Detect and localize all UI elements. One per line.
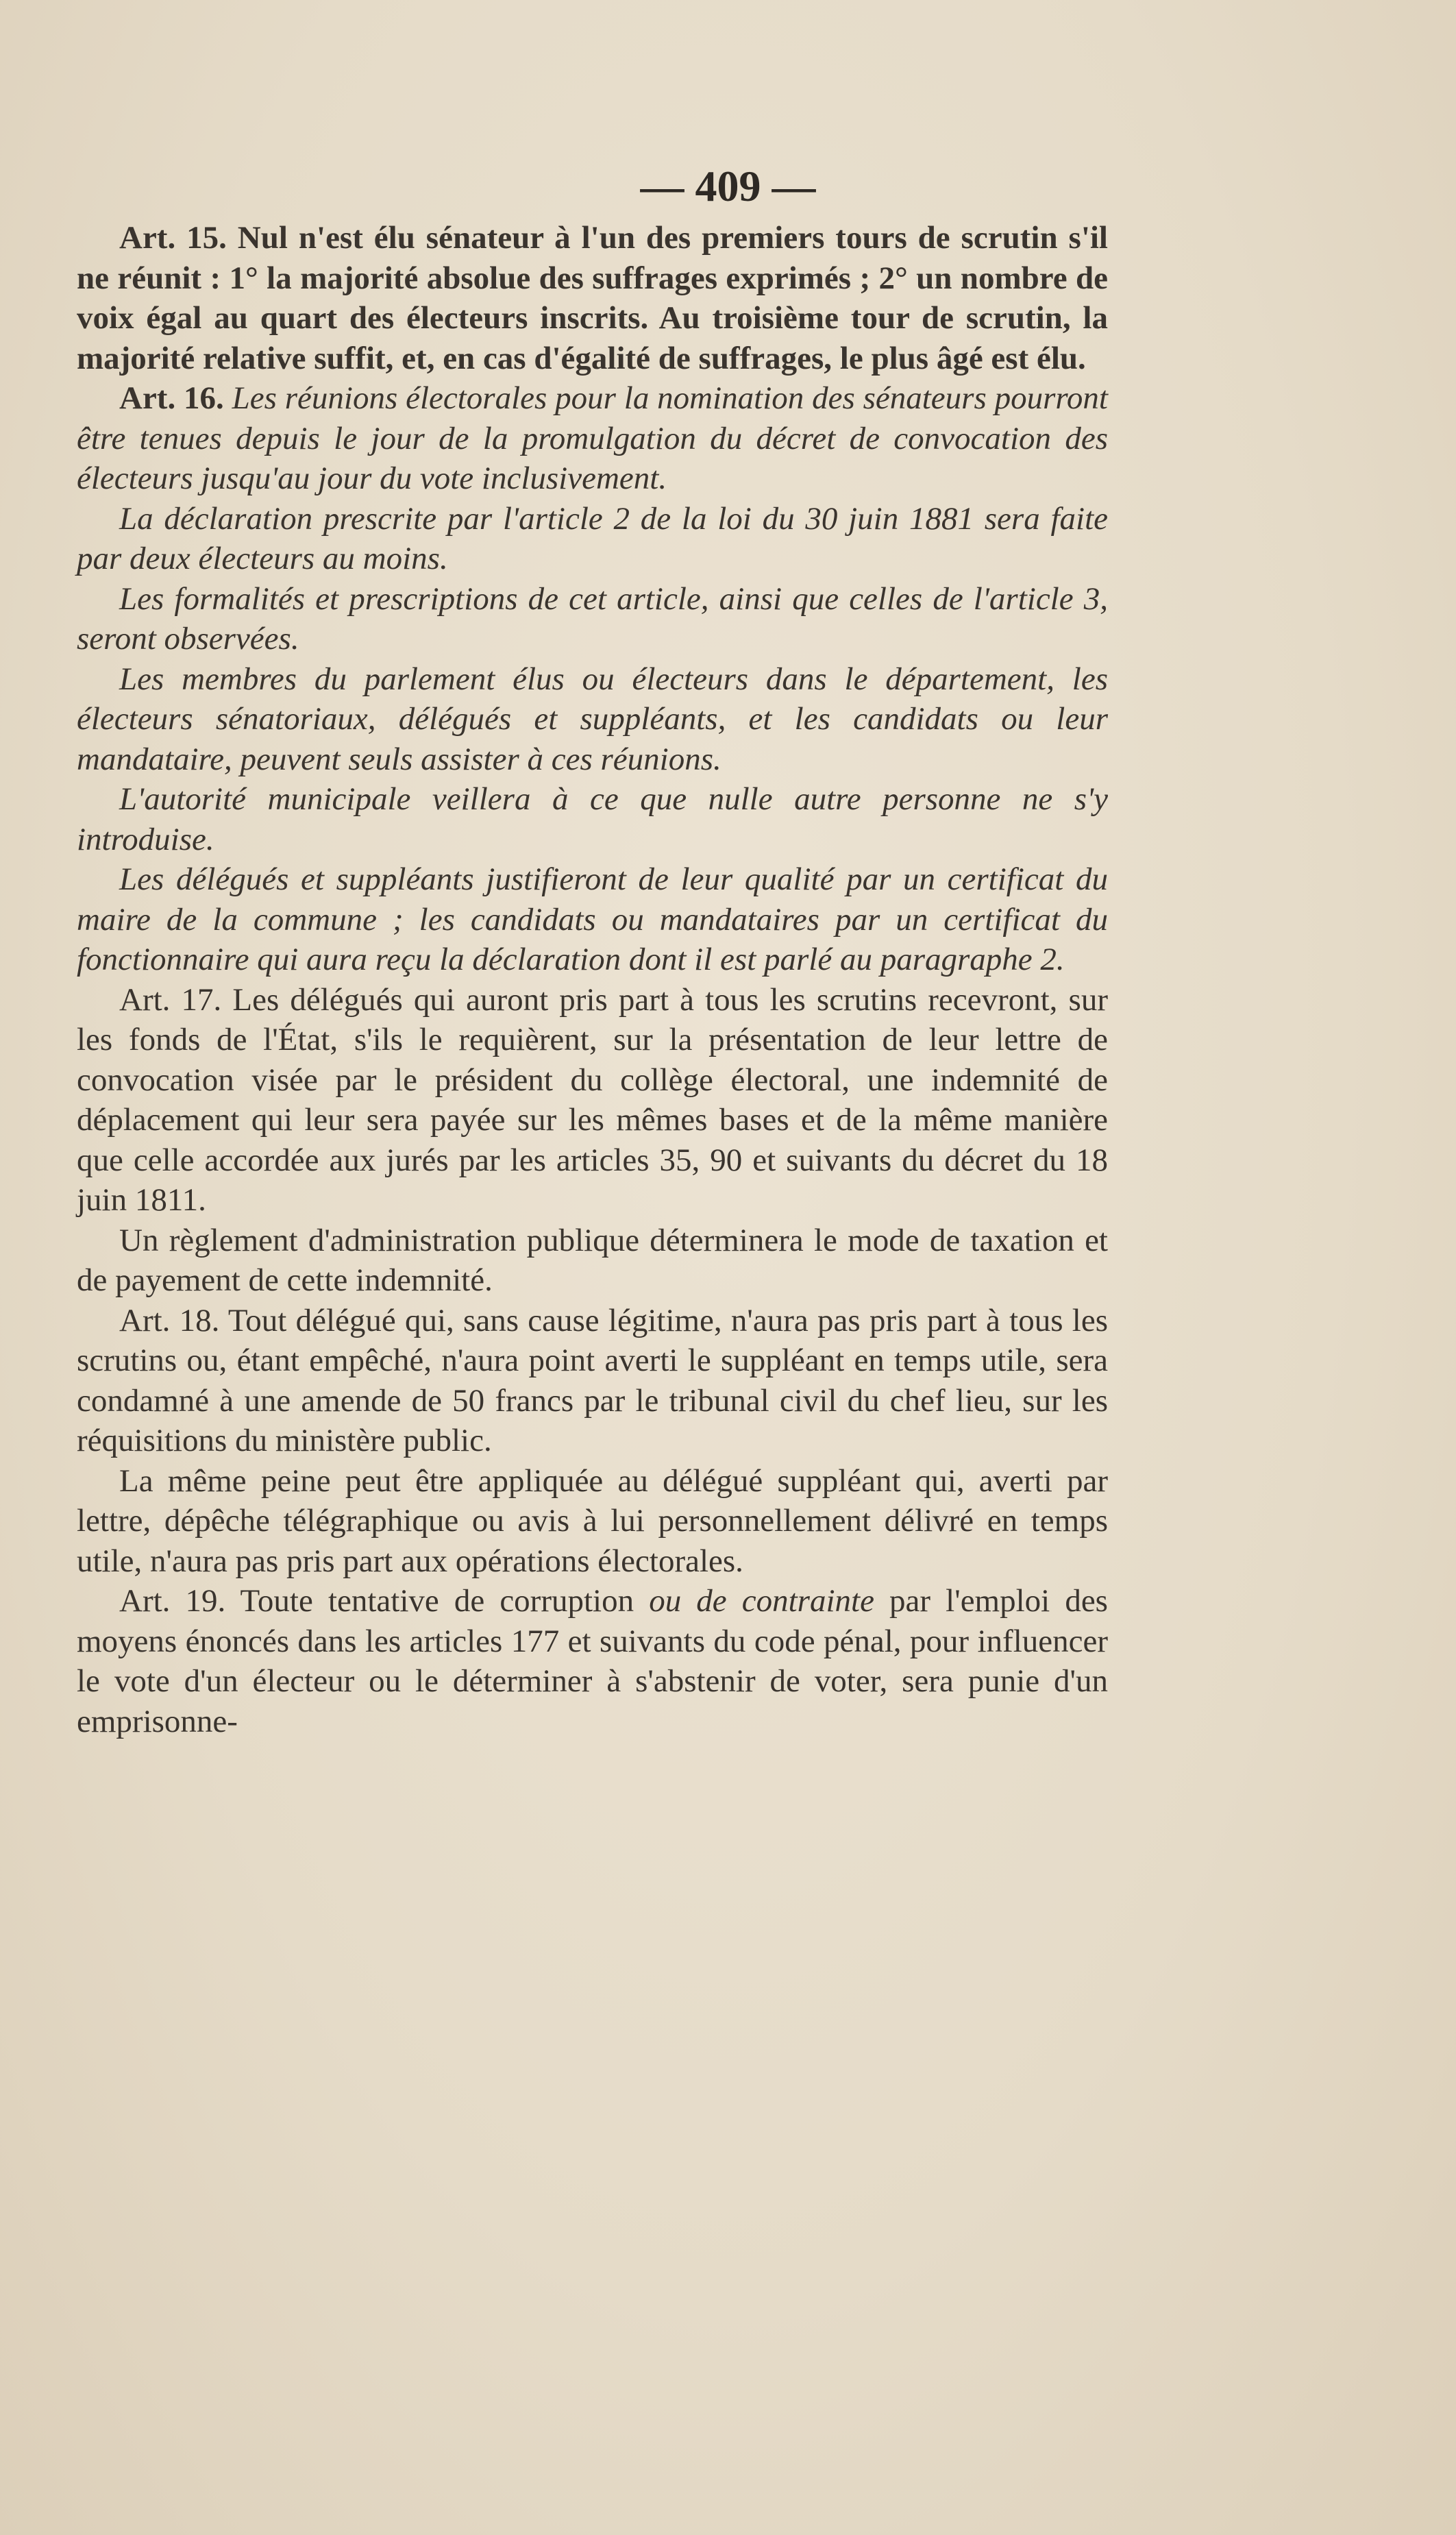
paragraph-art-19 bbox=[77, 1581, 1108, 1741]
paragraph-declaration: La déclaration prescrite par l'article 2 de la loi du 30 juin 1881 sera faite par deux électeurs au moins. bbox=[77, 500, 1108, 576]
paragraph-art-18: Art. 18. Tout délégué qui, sans cause légitime, n'aura pas pris part à tous les scrutins ou, étant empêché, n'aura point averti le suppléant en temps utile, sera condamné à une amende de 50 francs par le tribunal civil du chef lieu, sur les réquisitions du ministère public. bbox=[77, 1302, 1108, 1458]
page-number: — 409 — bbox=[640, 162, 816, 210]
paragraph-art-16 bbox=[77, 378, 1108, 499]
art-19-text-a: Art. 19. Toute tentative de corruption bbox=[119, 1583, 650, 1619]
art-16-text: Les réunions électorales pour la nomination des sénateurs pourront être tenues depuis le jour de la promulgation du décret de convocation des électeurs jusqu'au jour du vote inclusivement. bbox=[77, 380, 1108, 496]
art-16-heading: Art. 16. bbox=[119, 380, 224, 416]
paragraph-art-15: Art. 15. Nul n'est élu sénateur à l'un des premiers tours de scrutin s'il ne réunit : 1° la majorité absolue des suffrages exprimés ; 2° un nombre de voix égal au quart des électeurs inscrits. Au troisième tour de scrutin, la majorité relative suffit, et, en cas d'égalité de suffrages, le plus âgé est élu. bbox=[77, 220, 1108, 376]
paragraph-meme-peine: La même peine peut être appliquée au délégué suppléant qui, averti par lettre, dépêche télégraphique ou avis à lui personnellement délivré en temps utile, n'aura pas pris part aux opérations électorales. bbox=[77, 1462, 1108, 1579]
body-text bbox=[77, 218, 1108, 1741]
paragraph-formalites: Les formalités et prescriptions de cet article, ainsi que celles de l'article 3, seront observées. bbox=[77, 580, 1108, 657]
paragraph-art-17: Art. 17. Les délégués qui auront pris part à tous les scrutins recevront, sur les fonds de l'État, s'ils le requièrent, sur la présentation de leur lettre de convocation visée par le président du collège électoral, une indemnité de déplacement qui leur sera payée sur les mêmes bases et de la même manière que celle accordée aux jurés par les articles 35, 90 et suivants du décret du 18 juin 1811. bbox=[77, 981, 1108, 1218]
paragraph-reglement: Un règlement d'administration publique déterminera le mode de taxation et de payement de cette indemnité. bbox=[77, 1222, 1108, 1298]
paragraph-membres: Les membres du parlement élus ou électeurs dans le département, les électeurs sénatoriaux, délégués et suppléants, et les candidats ou leur mandataire, peuvent seuls assister à ces réunions. bbox=[77, 661, 1108, 777]
paragraph-delegues-certificat: Les délégués et suppléants justifieront de leur qualité par un certificat du maire de la commune ; les candidats ou mandataires par un certificat du fonctionnaire qui aura reçu la déclaration dont il est parlé au paragraphe 2. bbox=[77, 861, 1108, 977]
paragraph-autorite: L'autorité municipale veillera à ce que nulle autre personne ne s'y introduise. bbox=[77, 781, 1108, 857]
art-19-text-italic: ou de contrainte bbox=[649, 1583, 874, 1619]
art-19-text-c: par l'emploi des moyens énoncés dans les articles 177 et suivants du code pénal, pour influencer le vote d'un électeur ou le déterminer à s'abstenir de voter, sera punie d'un emprisonne- bbox=[77, 1583, 1108, 1739]
